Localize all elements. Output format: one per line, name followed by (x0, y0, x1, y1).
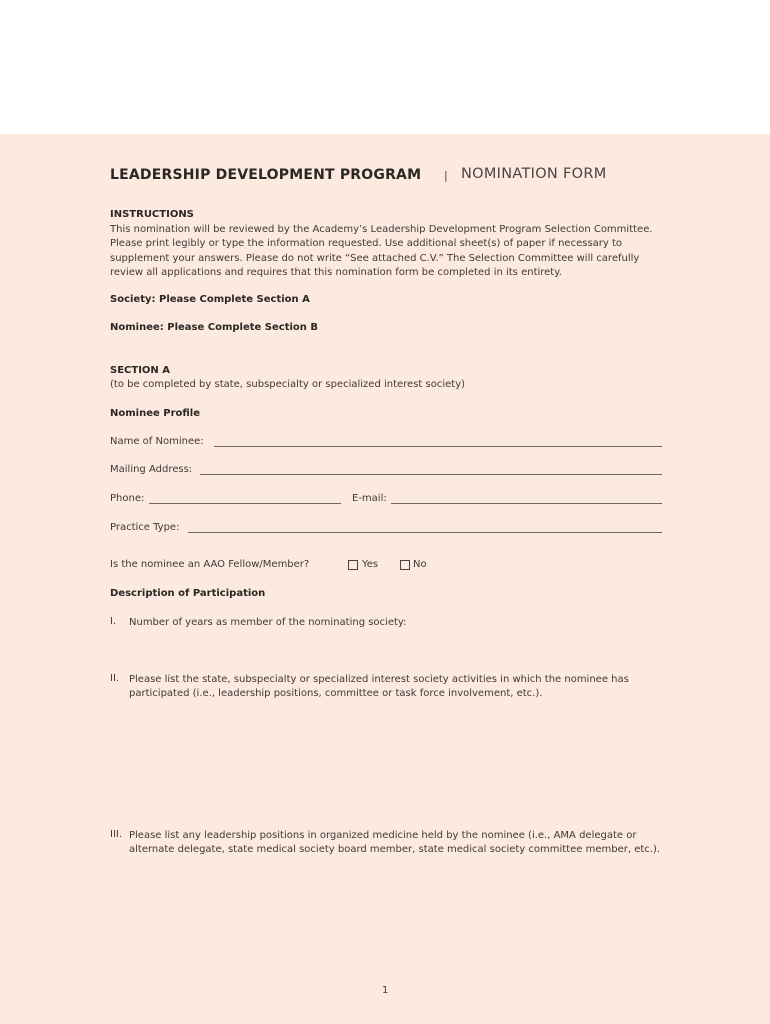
form-subtitle: NOMINATION FORM (461, 166, 607, 182)
name-field[interactable] (214, 446, 662, 447)
item-3-text: Please list any leadership positions in organized medicine held by the nominee (i.e., AMA delegate or alternate delegate, state medical society board member, state medical society committee member, etc.). (129, 830, 661, 856)
name-label: Name of Nominee: (110, 436, 204, 447)
society-note: Society: Please Complete Section A (110, 294, 310, 305)
item-1-text: Number of years as member of the nominating society: (129, 617, 407, 628)
item-1-number: I. (110, 616, 117, 627)
yes-checkbox[interactable] (348, 560, 358, 570)
email-label: E-mail: (352, 493, 387, 504)
item-3-number: III. (110, 829, 123, 840)
instructions-heading: INSTRUCTIONS (110, 209, 194, 220)
form-title: LEADERSHIP DEVELOPMENT PROGRAM (110, 167, 422, 183)
mailing-address-field[interactable] (200, 474, 662, 475)
section-a-heading: SECTION A (110, 365, 171, 376)
nominee-profile-heading: Nominee Profile (110, 408, 201, 419)
page-number: 1 (382, 985, 389, 996)
no-checkbox[interactable] (400, 560, 410, 570)
email-field[interactable] (391, 503, 662, 504)
description-heading: Description of Participation (110, 588, 266, 599)
form-page (0, 134, 770, 1024)
practice-type-label: Practice Type: (110, 522, 180, 533)
yes-label: Yes (362, 559, 379, 570)
nominee-note: Nominee: Please Complete Section B (110, 322, 319, 333)
top-margin (0, 0, 770, 134)
practice-type-field[interactable] (188, 532, 662, 533)
section-a-subheading: (to be completed by state, subspecialty or specialized interest society) (110, 379, 466, 390)
title-separator: | (444, 169, 448, 182)
phone-label: Phone: (110, 493, 145, 504)
item-2-number: II. (110, 673, 120, 684)
phone-field[interactable] (149, 503, 341, 504)
item-2-text: Please list the state, subspecialty or specialized interest society activities in which the nominee has participated (i.e., leadership positions, committee or task force involvement, etc.). (129, 674, 629, 700)
no-label: No (413, 559, 427, 570)
mailing-address-label: Mailing Address: (110, 464, 193, 475)
fellow-question: Is the nominee an AAO Fellow/Member? (110, 559, 310, 570)
instructions-body: This nomination will be reviewed by the Academy’s Leadership Development Program Selection Committee. Please print legibly or type the information requested. Use additional sheet(s) of paper if necessary to supplement your answers. Please do not write “See attached C.V.” The Selection Committee will carefully review all applications and requires that this nomination form be completed in its entirety. (110, 224, 653, 278)
